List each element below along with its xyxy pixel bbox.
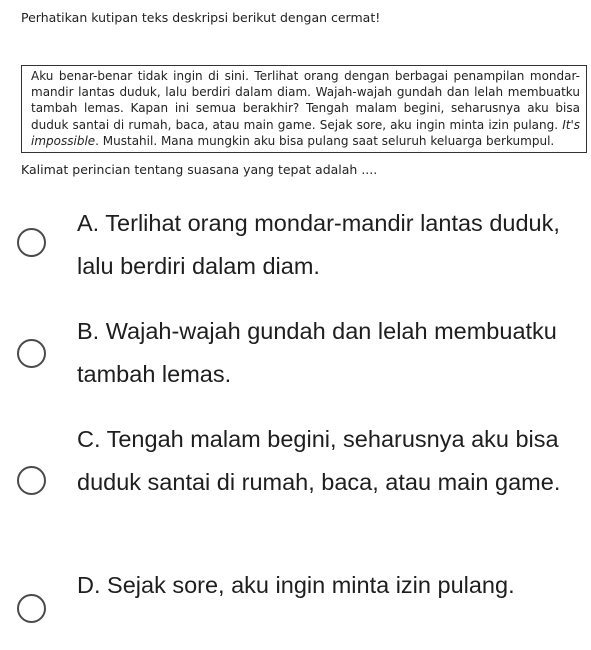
instruction-text: Perhatikan kutipan teks deskripsi berikut dengan cermat! [21, 10, 381, 25]
radio-button-icon[interactable] [17, 466, 46, 495]
passage-text-end: . Mustahil. Mana mungkin aku bisa pulang saat seluruh keluarga berkumpul. [95, 133, 555, 148]
radio-button-icon[interactable] [17, 594, 46, 623]
option-b-label: B. Wajah-wajah gundah dan lelah membuatku tambah lemas. [77, 318, 557, 387]
option-d[interactable] [0, 564, 591, 650]
option-d-label: D. Sejak sore, aku ingin minta izin pulang. [77, 572, 515, 598]
radio-button-icon[interactable] [17, 228, 46, 257]
question-text: Kalimat perincian tentang suasana yang tepat adalah .... [21, 162, 378, 177]
passage-text: Aku benar-benar tidak ingin di sini. Terlihat orang dengan berbagai penampilan mondar-mandir lantas duduk, lalu berdiri dalam diam. Wajah-wajah gundah dan lelah membuatku tambah lemas. Kapan ini semua berakhir? Tengah malam begini, seharusnya aku bisa duduk santai di rumah, baca, atau main game. Sejak sore, aku ingin minta izin pulang. [31, 69, 580, 132]
passage-box [21, 65, 587, 153]
option-c[interactable] [0, 418, 591, 547]
option-c-label: C. Tengah malam begini, seharusnya aku bisa duduk santai di rumah, baca, atau main game. [77, 426, 561, 495]
option-b[interactable] [0, 310, 591, 396]
option-a[interactable] [0, 202, 591, 288]
option-a-label: A. Terlihat orang mondar-mandir lantas duduk, lalu berdiri dalam diam. [77, 210, 560, 279]
passage-italic-phrase: It's impossible [31, 117, 580, 148]
radio-button-icon[interactable] [17, 339, 46, 368]
